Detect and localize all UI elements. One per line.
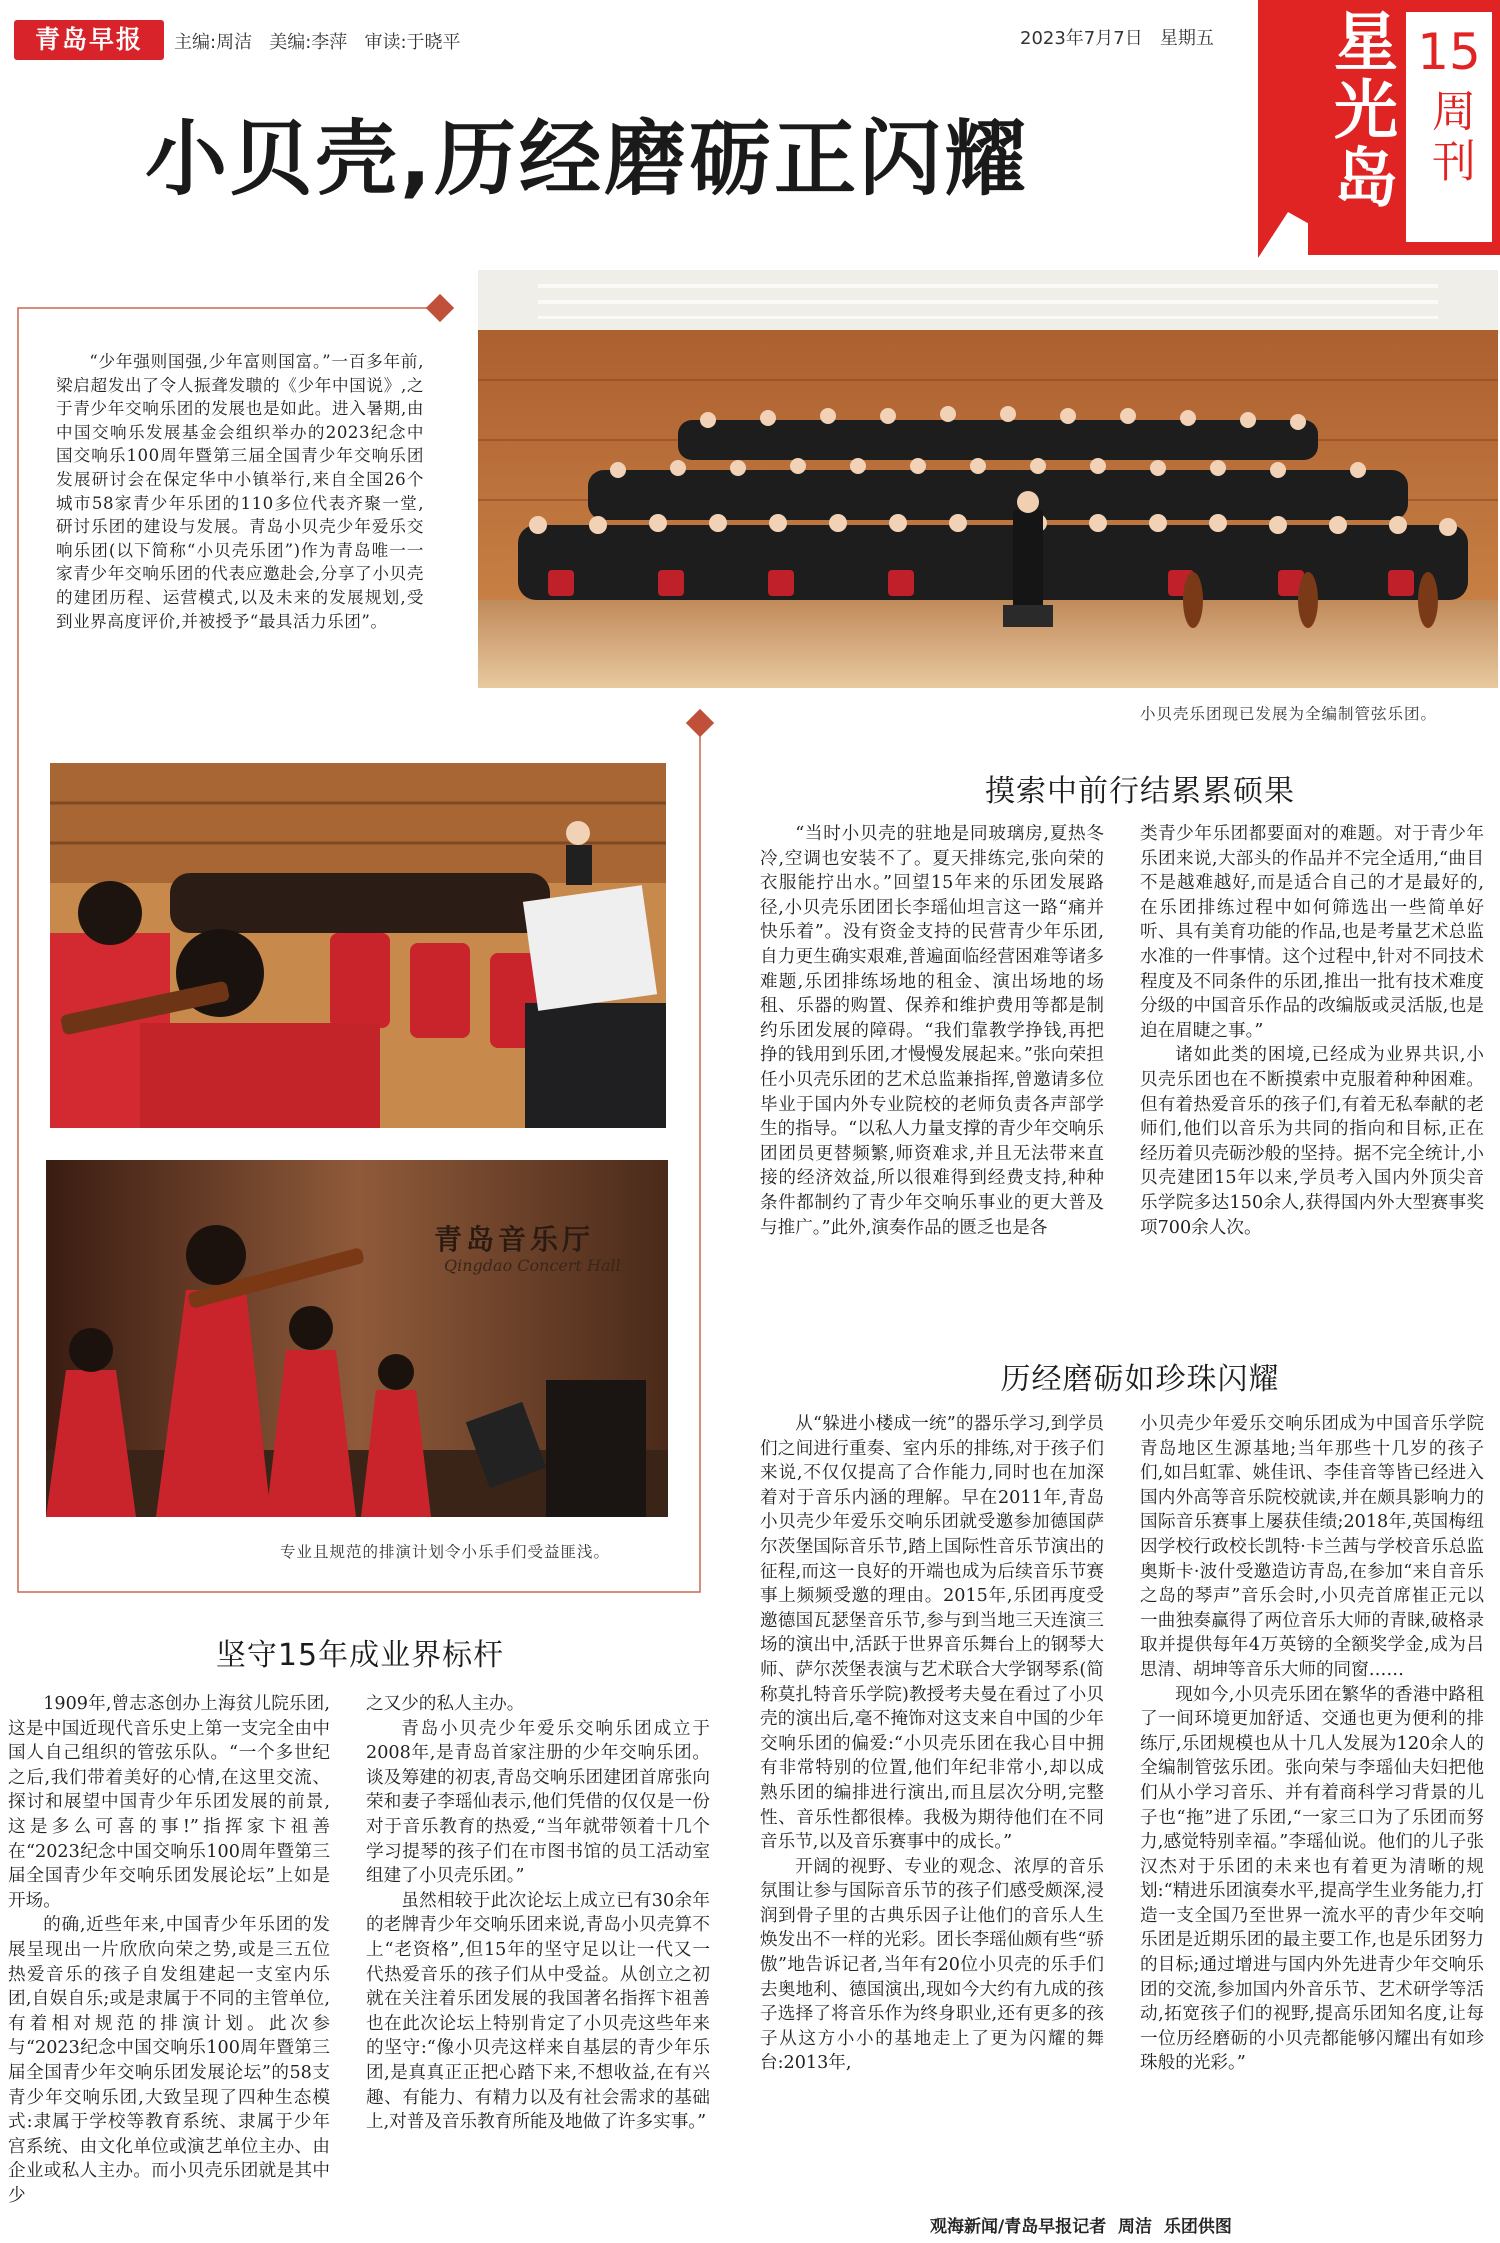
section3-col2-paragraph-1: 小贝壳少年爱乐交响乐团成为中国音乐学院青岛地区生源基地;当年那些十几岁的孩子们,如吕虹霏、姚佳讯、李佳音等皆已经进入国内外高等音乐院校就读,并在颇具影响力的国际音乐赛事上屡获佳绩;2018年,英国梅纽因学校行政校长凯特·卡兰茜与学校音乐总监奥斯卡·波什受邀造访青岛,在参加“来自音乐之岛的琴声”音乐会时,小贝壳首席崔正元以一曲独奏赢得了两位音乐大师的青睐,破格录取并提供每年4万英镑的全额奖学金,成为吕思清、胡坤等音乐大师的同窗……	[1140, 1414, 1484, 1680]
rehearsal-illustration	[50, 763, 666, 1128]
rehearsal-photo	[50, 763, 666, 1128]
orchestra-stage-photo	[478, 270, 1498, 688]
concert-hall-photo	[46, 1160, 668, 1517]
section1-heading: 坚守15年成业界标杆	[215, 1638, 505, 1673]
section3-column-1	[760, 1412, 1104, 2076]
concert-hall-illustration	[46, 1160, 668, 1517]
date-line: 2023年7月7日 星期五	[1020, 28, 1214, 49]
bottom-photo-caption: 专业且规范的排演计划令小乐手们受益匪浅。	[280, 1543, 611, 1561]
stage-illustration	[478, 270, 1498, 688]
section1-col1-paragraph-2: 的确,近些年来,中国青少年乐团的发展呈现出一片欣欣向荣之势,或是三五位热爱音乐的孩子自发组建起一支室内乐团,自娱自乐;或是隶属于不同的主管单位,有着相对规范的排演计划。此次参与“2023纪念中国交响乐100周年暨第三届全国青少年交响乐团发展论坛”的58支青少年交响乐团,大致呈现了四种生态模式:隶属于学校等教育系统、隶属于少年宫系统、由文化单位或演艺单位主办、由企业或私人主办。而小贝壳乐团就是其中少	[8, 1915, 330, 2206]
staff-line: 主编:周洁 美编:李萍 审读:于晓平	[174, 32, 461, 53]
section2-col2-paragraph-1: 类青少年乐团都要面对的难题。对于青少年乐团来说,大部头的作品并不完全适用,“曲目不是越难越好,而是适合自己的才是最好的,在乐团排练过程中如何筛选出一些简单好听、具有美育功能的作品,也是考量艺术总监水准的一件事情。这个过程中,针对不同技术程度及不同条件的乐团,推出一批有技术难度分级的中国音乐作品的改编版或灵活版,也是迫在眉睫之事。”	[1140, 824, 1484, 1041]
section-name: 星光岛	[1323, 8, 1397, 212]
section3-heading: 历经磨砺如珍珠闪耀	[1000, 1362, 1280, 1397]
byline: 观海新闻/青岛早报记者 周洁 乐团供图	[930, 2217, 1232, 2237]
section1-column-1	[8, 1692, 330, 2208]
page-panel	[1406, 12, 1492, 242]
page-number: 15	[1417, 23, 1481, 81]
section3-column-2	[1140, 1412, 1484, 2076]
section2-column-1	[760, 822, 1104, 1240]
section2-heading: 摸索中前行结累累硕果	[985, 774, 1295, 809]
section3-col1-paragraph-1: 从“躲进小楼成一统”的器乐学习,到学员们之间进行重奏、室内乐的排练,对于孩子们来说,不仅仅提高了合作能力,同时也在加深着对于音乐内涵的理解。早在2011年,青岛小贝壳少年爱乐交响乐团就受邀参加德国萨尔茨堡国际音乐节,踏上国际性音乐节演出的征程,而这一良好的开端也成为后续音乐节赛事上频频受邀的理由。2015年,乐团再度受邀德国瓦瑟堡音乐节,参与到当地三天连演三场的演出中,活跃于世界音乐舞台上的钢琴大师、萨尔茨堡表演与艺术联合大学钢琴系(简称莫扎特音乐学院)教授考夫曼在看过了小贝壳的演出后,毫不掩饰对这支来自中国的少年交响乐团的偏爱:“小贝壳乐团在我心目中拥有非常特别的位置,他们年纪非常小,却以成熟乐团的编排进行演出,而且层次分明,完整性、音乐性都很棒。我极为期待他们在不同音乐节,以及音乐赛事中的成长。”	[760, 1414, 1104, 1853]
logo-text: 青岛早报	[34, 25, 143, 54]
hall-sign: 青岛音乐厅	[434, 1223, 595, 1256]
section2-col1-paragraph: “当时小贝壳的驻地是同玻璃房,夏热冬冷,空调也安装不了。夏天排练完,张向荣的衣服能拧出水。”回望15年来的乐团发展路径,小贝壳乐团团长李瑶仙坦言这一路“痛并快乐着”。没有资金支持的民营青少年乐团,自力更生确实艰难,普遍面临经营困难等诸多难题,乐团排练场地的租金、演出场地的场租、乐器的购置、保养和维护费用等都是制约乐团发展的障碍。“我们靠教学挣钱,再把挣的钱用到乐团,才慢慢发展起来。”张向荣担任小贝壳乐团的艺术总监兼指挥,曾邀请多位毕业于国内外专业院校的老师负责各声部学生的指导。“以私人力量支撑的青少年交响乐团团员更替频繁,师资难求,并且无法带来直接的经济效益,所以很难得到经费支持,种种条件都制约了青少年交响乐事业的更大普及与推广。”此外,演奏作品的匮乏也是各	[760, 824, 1104, 1238]
section2-col2-paragraph-2: 诸如此类的困境,已经成为业界共识,小贝壳乐团也在不断摸索中克服着种种困难。但有着热爱音乐的孩子们,有着无私奉献的老师们,他们以音乐为共同的指向和目标,正在经历着贝壳砺沙般的坚持。据不完全统计,小贝壳建团15年以来,学员考入国内外顶尖音乐学院多达150余人,获得国内外大型赛事奖项700余人次。	[1140, 1045, 1484, 1238]
section1-col1-paragraph-1: 1909年,曾志忞创办上海贫儿院乐团,这是中国近现代音乐史上第一支完全由中国人自己组织的管弦乐队。“一个多世纪之后,我们带着美好的心情,在这里交流、探讨和展望中国青少年乐团发展的前景,这是多么可喜的事!”指挥家卞祖善在“2023纪念中国交响乐100周年暨第三届全国青少年交响乐团发展论坛”上如是开场。	[8, 1694, 330, 1911]
section2-column-2	[1140, 822, 1484, 1240]
section1-col2-paragraph-2: 青岛小贝壳少年爱乐交响乐团成立于2008年,是青岛首家注册的少年交响乐团。谈及筹建的初衷,青岛交响乐团建团首席张向荣和妻子李瑶仙表示,他们凭借的仅仅是一份对于音乐教育的热爱,“当年就带领着十几个学习提琴的孩子们在市图书馆的员工活动室组建了小贝壳乐团。”	[366, 1718, 710, 1887]
issue-type: 周刊	[1424, 88, 1475, 188]
logo	[14, 20, 164, 60]
top-photo-caption: 小贝壳乐团现已发展为全编制管弦乐团。	[1140, 705, 1438, 723]
section1-col2-paragraph-1: 之又少的私人主办。	[366, 1694, 525, 1714]
intro-paragraph: “少年强则国强,少年富则国富。”一百多年前,梁启超发出了令人振聋发聩的《少年中国说》,之于青少年交响乐团的发展也是如此。进入暑期,由中国交响乐发展基金会组织举办的2023纪念中国交响乐100周年暨第三届全国青少年交响乐团发展研讨会在保定华中小镇举行,来自全国26个城市58家青少年乐团的110多位代表齐聚一堂,研讨乐团的建设与发展。青岛小贝壳少年爱乐交响乐团(以下简称“小贝壳乐团”)作为青岛唯一一家青少年交响乐团的代表应邀赴会,分享了小贝壳的建团历程、运营模式,以及未来的发展规划,受到业界高度评价,并被授予“最具活力乐团”。	[56, 352, 424, 631]
section-brand	[1258, 0, 1500, 258]
hall-sign-english: Qingdao Concert Hall	[444, 1256, 621, 1275]
section3-col2-paragraph-2: 现如今,小贝壳乐团在繁华的香港中路租了一间环境更加舒适、交通也更为便利的排练厅,乐团规模也从十几人发展为120余人的全编制管弦乐团。张向荣与李瑶仙夫妇把他们从小学习音乐、并有着商科学习背景的儿子也“拖”进了乐团,“一家三口为了乐团而努力,感觉特别幸福。”李瑶仙说。他们的儿子张汉杰对于乐团的未来也有着更为清晰的规划:“精进乐团演奏水平,提高学生业务能力,打造一支全国乃至世界一流水平的青少年交响乐团是近期乐团的最主要工作,也是乐团努力的目标;通过增进与国内外先进青少年交响乐团的交流,参加国内外音乐节、艺术研学等活动,拓宽孩子们的视野,提高乐团知名度,让每一位历经磨砺的小贝壳都能够闪耀出有如珍珠般的光彩。”	[1140, 1684, 1484, 2074]
section1-column-2	[366, 1692, 710, 2135]
section1-col2-paragraph-3: 虽然相较于此次论坛上成立已有30余年的老牌青少年交响乐团来说,青岛小贝壳算不上“老资格”,但15年的坚守足以让一代又一代热爱音乐的孩子们从中受益。从创立之初就在关注着乐团发展的我国著名指挥卞祖善也在此次论坛上特别肯定了小贝壳这些年来的坚守:“像小贝壳这样来自基层的青少年乐团,是真真正正把心踏下来,不想收益,在有兴趣、有能力、有精力以及有社会需求的基础上,对普及音乐教育所能及地做了许多实事。”	[366, 1890, 710, 2133]
intro-text	[56, 350, 424, 633]
section3-col1-paragraph-2: 开阔的视野、专业的观念、浓厚的音乐氛围让参与国际音乐节的孩子们感受颇深,浸润到骨子里的古典乐因子让他们的音乐人生焕发出不一样的光彩。团长李瑶仙颇有些“骄傲”地告诉记者,当年有20位小贝壳的乐手们去奥地利、德国演出,现如今大约有九成的孩子选择了将音乐作为终身职业,还有更多的孩子从这方小小的基地走上了更为闪耀的舞台:2013年,	[760, 1856, 1104, 2074]
section-name-box	[1324, 8, 1396, 230]
article-headline: 小贝壳,历经磨砺正闪耀	[145, 112, 1030, 207]
